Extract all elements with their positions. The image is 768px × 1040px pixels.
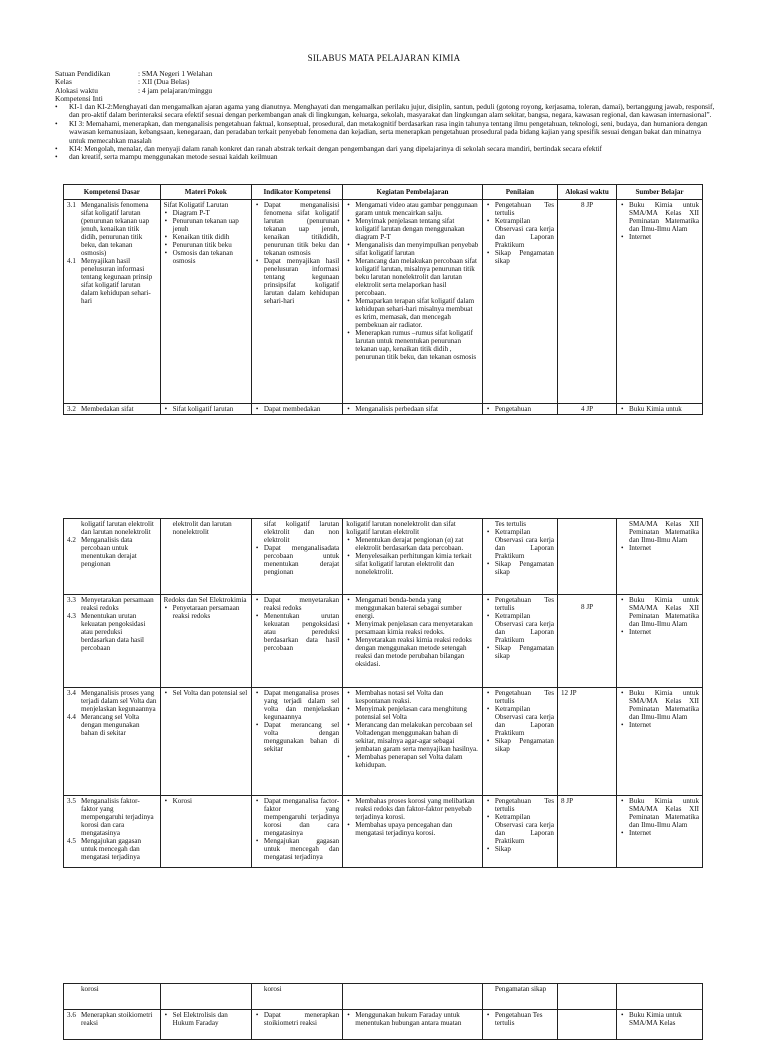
- indikator-item: • Dapat membedakan: [264, 405, 339, 413]
- table-row: [64, 688, 703, 796]
- kegiatan-item: • Menyimak penjelasan tentang sifat koligatif larutan dengan menggunakan diagram P-T: [355, 217, 479, 241]
- table-row: [64, 404, 703, 415]
- kd-item: [67, 1011, 157, 1027]
- kegiatan-item: • Merancang dan melakukan percobaan sel Voltadengan menggunakan bahan di sekitar, misalnya agar-agar sebagai jembatan garam serta menyajikan hasilnya.: [355, 721, 479, 753]
- penilaian-item: • Sikap Pengamatan sikap: [495, 560, 554, 576]
- alokasi-cell: 8 JP: [557, 595, 616, 688]
- kd-item: [67, 612, 157, 652]
- kd-item: [67, 536, 157, 568]
- indikator-cell: [251, 688, 342, 796]
- indikator-continued-text: sifat koligatif larutan elektrolit dan non elektrolit: [263, 520, 340, 544]
- penilaian-cell: [482, 688, 557, 796]
- kegiatan-item: • Membahas penerapan sel Volta dalam kehidupan.: [355, 753, 479, 769]
- meta-label: Kompetensi Inti: [55, 94, 103, 104]
- kd-number: 4.1: [67, 257, 76, 265]
- materi-cell: [160, 200, 251, 404]
- penilaian-item: • Pengetahuan Tes tertulis: [495, 1011, 554, 1027]
- ki-item: [55, 153, 715, 161]
- alokasi-cell: 8 JP: [557, 796, 616, 868]
- kegiatan-item: • Membahas notasi sel Volta dan kespontanan reaksi.: [355, 689, 479, 705]
- penilaian-cell: [482, 1010, 557, 1040]
- sumber-item: • Buku Kimia untuk SMA/MA Kelas XII Peminatan Matematika dan Ilmu-Ilmu Alam: [629, 201, 699, 233]
- alokasi-cell: 8 JP: [557, 200, 616, 404]
- materi-item: • Osmosis dan tekanan osmosis: [173, 249, 248, 265]
- table-row: [64, 200, 703, 404]
- kd-number: 3.3: [67, 596, 76, 604]
- indikator-cell: [251, 595, 342, 688]
- kegiatan-item: • Membahas upaya pencegahan dan mengatasi terjadinya korosi.: [355, 821, 479, 837]
- penilaian-item: • Ketrampilan Observasi cara kerja dan Laporan Praktikum: [495, 705, 554, 737]
- kd-number: 4.5: [67, 837, 76, 845]
- table-row: [64, 519, 703, 595]
- kegiatan-cell: [343, 984, 483, 1010]
- kegiatan-item: • Mengamati video atau gambar penggunaan garam untuk mencairkan salju.: [355, 201, 479, 217]
- materi-item: • Sifat koligatif larutan: [173, 405, 248, 413]
- indikator-cell: [251, 404, 342, 415]
- alokasi-cell: 4 JP: [557, 404, 616, 415]
- penilaian-item: • Pengetahuan: [495, 405, 554, 413]
- table-header-row: [64, 185, 703, 200]
- materi-item: • Korosi: [173, 797, 248, 805]
- indikator-item: • Dapat menyajikan hasil penelusuran informasi tentang kegunaan prinsipsifat koligatif larutan dalam kehidupan sehari-hari: [264, 257, 339, 305]
- syllabus-table-page1: [63, 184, 703, 415]
- header-kegiatan: Kegiatan Pembelajaran: [343, 185, 483, 200]
- ki-text: KI4: Mengolah, menalar, dan menyaji dalam ranah konkret dan ranah abstrak terkait dengan pengembangan dari yang dipelajarinya di sekolah secara mandiri, bertindak secara efektif: [69, 144, 602, 154]
- materi-item: • Penurunan tekanan uap jenuh: [173, 217, 248, 233]
- kd-item: [67, 797, 157, 837]
- bullet-icon: •: [55, 152, 58, 162]
- penilaian-item: • Sikap: [495, 845, 554, 853]
- penilaian-item: • Pengetahuan Tes tertulis: [495, 596, 554, 612]
- kd-cell: [64, 595, 161, 688]
- penilaian-item: • Ketrampilan Observasi cara kerja dan Laporan Praktikum: [495, 217, 554, 249]
- kd-continued-text: koligatif larutan elektrolit dan larutan nonelektrolit: [81, 520, 154, 536]
- materi-cell: [160, 984, 251, 1010]
- kd-cell: [64, 519, 161, 595]
- penilaian-continued-text: Pengamatan sikap: [494, 985, 547, 993]
- kd-text: Membedakan sifat: [81, 405, 134, 413]
- materi-item: • Sel Elektrolisis dan Hukum Faraday: [173, 1011, 248, 1027]
- kegiatan-cell: [343, 688, 483, 796]
- sumber-continued-text: SMA/MA Kelas XII Peminatan Matematika dan Ilmu-Ilmu Alam: [629, 520, 699, 544]
- indikator-cell: [251, 984, 342, 1010]
- penilaian-item: • Pengetahuan Tes tertulis: [495, 797, 554, 813]
- indikator-item: • Dapat merancang sel volta dengan menggunakan bahan di sekitar: [264, 721, 339, 753]
- materi-item: • Kenaikan titik didih: [173, 233, 248, 241]
- kd-item: [67, 837, 157, 861]
- sumber-item: • Buku Kimia untuk SMA/MA Kelas XII Peminatan Matematika dan Ilmu-Ilmu Alam: [629, 689, 699, 721]
- penilaian-item: • Ketrampilan Observasi cara kerja dan Laporan Praktikum: [495, 612, 554, 644]
- kegiatan-item: • Menyimak penjelasan cara menghitung potensial sel Volta: [355, 705, 479, 721]
- bullet-icon: •: [55, 102, 58, 111]
- kd-number: 4.4: [67, 713, 76, 721]
- kegiatan-cell: [343, 1010, 483, 1040]
- sumber-cell: [617, 519, 703, 595]
- alokasi-cell: [557, 984, 616, 1010]
- materi-cell: [160, 404, 251, 415]
- ki-item: [55, 103, 715, 120]
- materi-cell: [160, 796, 251, 868]
- sumber-cell: [617, 200, 703, 404]
- kd-text: Menganalisis proses yang terjadi dalam sel Volta dan menjelaskan kegunaannya: [81, 689, 157, 713]
- kegiatan-item: • Menyelesaikan perhitungan kimia terkait sifat koligatif larutan elektrolit dan nonelektrolit.: [355, 552, 479, 576]
- penilaian-cell: [482, 595, 557, 688]
- kd-text: Menganalisis fenomena sifat koligatif larutan (penurunan tekanan uap jenuh, kenaikan titik didih, penurunan titik beku, dan tekanan osmosis): [81, 201, 150, 257]
- indikator-cell: [251, 796, 342, 868]
- kegiatan-item: • Mengamati benda-benda yang menggunakan baterai sebagai sumber energi.: [355, 596, 479, 620]
- kegiatan-item: • Merancang dan melakukan percobaan sifat koligatif larutan, misalnya penurunan titik beku larutan nonelektrolit dan larutan elektrolit serta melaporkan hasil percobaan.: [355, 257, 479, 297]
- materi-cell: [160, 688, 251, 796]
- kegiatan-cell: [343, 595, 483, 688]
- table-row: [64, 595, 703, 688]
- penilaian-item: • Sikap Pengamatan sikap: [495, 644, 554, 660]
- indikator-item: • Dapat menganalisisi fenomena sifat koligatif larutan (penurunan tekanan uap jenuh, kenaikan titikdidih, penurunan titik beku dan tekanan osmosis: [264, 201, 339, 257]
- kd-cell: [64, 796, 161, 868]
- kd-text: Menganalisis data percobaan untuk menentukan derajat pengionan: [81, 536, 137, 568]
- sumber-item: • Internet: [629, 233, 699, 241]
- kd-item: [67, 201, 157, 257]
- materi-item: • Diagram P-T: [173, 209, 248, 217]
- sumber-cell: [617, 984, 703, 1010]
- ki-item: [55, 120, 715, 145]
- table-row: [64, 984, 703, 1010]
- sumber-item: • Buku Kimia untuk SMA/MA Kelas XII Peminatan Matematika dan Ilmu-Ilmu Alam: [629, 596, 699, 628]
- sumber-cell: [617, 688, 703, 796]
- kd-number: 3.2: [67, 405, 76, 413]
- sumber-cell: [617, 595, 703, 688]
- kegiatan-cell: [343, 404, 483, 415]
- page-title: SILABUS MATA PELAJARAN KIMIA: [307, 53, 461, 63]
- meta-value: : SMA Negeri 1 Welahan: [138, 69, 213, 78]
- kd-continued-text: korosi: [81, 985, 99, 993]
- kd-text: Menyetarakan persamaan reaksi redoks: [81, 596, 154, 612]
- sumber-item: • Buku Kimia untuk SMA/MA Kelas: [629, 1011, 699, 1027]
- syllabus-table-page3: [63, 983, 703, 1040]
- penilaian-item: • Ketrampilan Observasi cara kerja dan Laporan Praktikum: [495, 528, 554, 560]
- kd-item: [67, 596, 157, 612]
- bullet-icon: •: [55, 144, 58, 154]
- header-materi-pokok: Materi Pokok: [160, 185, 251, 200]
- header-indikator: Indikator Kompetensi: [251, 185, 342, 200]
- penilaian-item: • Ketrampilan Observasi cara kerja dan Laporan Praktikum: [495, 813, 554, 845]
- sumber-cell: [617, 796, 703, 868]
- sumber-cell: [617, 404, 703, 415]
- meta-value: : 4 jam pelajaran/minggu: [138, 85, 213, 95]
- kd-item: [67, 405, 157, 413]
- indikator-item: • Menentukan urutan kekuatan pengoksidasi atau pereduksi berdasarkan data hasil percobaan: [264, 612, 339, 652]
- header-alokasi: Alokasi waktu: [557, 185, 616, 200]
- materi-title: Redoks dan Sel Elektrokimia: [163, 596, 247, 604]
- kegiatan-item: • Menggunakan hukum Faraday untuk menentukan hubungan antara muatan: [355, 1011, 479, 1027]
- materi-cell: [160, 1010, 251, 1040]
- meta-label: Kelas: [55, 77, 72, 87]
- kd-number: 3.4: [67, 689, 76, 697]
- penilaian-continued-text: Tes tertulis: [494, 520, 527, 528]
- kd-cell: [64, 404, 161, 415]
- meta-value: : XII (Dua Belas): [138, 77, 190, 87]
- kd-item: [67, 257, 157, 305]
- alokasi-cell: 12 JP: [557, 688, 616, 796]
- indikator-cell: [251, 519, 342, 595]
- indikator-cell: [251, 1010, 342, 1040]
- kegiatan-continued-text: koligatif larutan nonelektrolit dan sifat koligatif larutan elektrolit: [346, 520, 456, 536]
- indikator-item: • Dapat menyetarakan reaksi redoks: [264, 596, 339, 612]
- penilaian-cell: [482, 984, 557, 1010]
- kd-text: Menyajikan hasil penelusuran informasi tentang kegunaan prinsip sifat koligatif larutan dalam kehidupan sehari-hari: [81, 257, 153, 305]
- indikator-item: • Dapat menganalisa proses yang terjadi dalam sel volta dan menjelaskan kegunaannya: [264, 689, 339, 721]
- indikator-continued-text: korosi: [263, 985, 282, 993]
- penilaian-cell: [482, 519, 557, 595]
- penilaian-cell: [482, 796, 557, 868]
- kegiatan-item: • Menganalisis dan menyimpulkan penyebab sifat koligatif larutan: [355, 241, 479, 257]
- sumber-cell: [617, 1010, 703, 1040]
- kegiatan-cell: [343, 796, 483, 868]
- indikator-item: • Dapat menganalisadata percobaan untuk menentukan derajat pengionan: [264, 544, 339, 576]
- header-sumber: Sumber Belajar: [617, 185, 703, 200]
- kegiatan-item: • Memaparkan terapan sifat koligatif dalam kehidupan sehari-hari misalnya membuat es krim, memasak, dan mencegah pembekuan air radiator.: [355, 297, 479, 329]
- table-row: [64, 1010, 703, 1040]
- kd-text: Mengajukan gagasan untuk mencegah dan mengatasi terjadinya: [81, 837, 142, 861]
- kegiatan-item: • Menerapkan rumus –rumus sifat koligatif larutan untuk menentukan penurunan tekanan uap, kenaikan titik didih , penurunan titik beku, dan tekanan osmosis: [355, 329, 479, 361]
- kd-text: Merancang sel Volta dengan mengunakan bahan di sekitar: [81, 713, 140, 737]
- kegiatan-cell: [343, 519, 483, 595]
- kegiatan-item: • Menyimak penjelasan cara menyetarakan persamaan kimia reaksi redoks.: [355, 620, 479, 636]
- kd-cell: [64, 1010, 161, 1040]
- penilaian-item: • Pengetahuan Tes tertulis: [495, 201, 554, 217]
- sumber-item: • Internet: [629, 829, 699, 837]
- indikator-item: • Dapat menerapkan stoikiometri reaksi: [264, 1011, 339, 1027]
- penilaian-item: • Pengetahuan Tes tertulis: [495, 689, 554, 705]
- materi-title: Sifat Koligatif Larutan: [163, 201, 229, 209]
- penilaian-cell: [482, 200, 557, 404]
- indikator-cell: [251, 200, 342, 404]
- kd-cell: [64, 688, 161, 796]
- kd-number: 4.3: [67, 612, 76, 620]
- kegiatan-item: • Membahas proses korosi yang melibatkan reaksi redoks dan faktor-faktor penyebab terjadinya korosi.: [355, 797, 479, 821]
- penilaian-item: • Sikap Pengamatan sikap: [495, 249, 554, 265]
- kegiatan-item: • Menganalisis perbedaan sifat: [355, 405, 479, 413]
- kd-number: 4.2: [67, 536, 76, 544]
- sumber-item: • Buku Kimia untuk SMA/MA Kelas XII Peminatan Matematika dan Ilmu-Ilmu Alam: [629, 797, 699, 829]
- kd-text: Menerapkan stoikiometri reaksi: [81, 1011, 153, 1027]
- meta-label: Satuan Pendidikan: [55, 69, 111, 78]
- kd-item: [67, 713, 157, 737]
- materi-item: • Penyetaraan persamaan reaksi redoks: [173, 604, 248, 620]
- kd-text: Menganalisis faktor-faktor yang mempengaruhi terjadinya korosi dan cara mengatasinya: [81, 797, 154, 837]
- kd-number: 3.1: [67, 201, 76, 209]
- ki-text: KI 3: Memahami, menerapkan, dan menganalisis pengetahuan faktual, konseptual, prosedural, dan metakognitif berdasarkan rasa ingin tahunya tentang ilmu pengetahuan, teknologi, seni, budaya, dan humaniora dengan wawasan kemanusiaan, kebangsaan, kenegaraan, dan peradaban terkait penyebab fenomena dan kejadian, serta menerapkan pengetahuan prosedural pada bidang kajian yang spesifik sesuai dengan bakat dan minatnya untuk memecahkan masalah: [69, 118, 708, 145]
- indikator-item: • Mengajukan gagasan untuk mencegah dan mengatasi terjadinya: [264, 837, 339, 861]
- kd-number: 3.5: [67, 797, 76, 805]
- penilaian-cell: [482, 404, 557, 415]
- kd-cell: [64, 984, 161, 1010]
- kd-cell: [64, 200, 161, 404]
- kegiatan-item: • Menyetarakan reaksi kimia reaksi redoks dengan menggunakan metode setengah reaksi dan metode perubahan bilangan oksidasi.: [355, 636, 479, 668]
- sumber-item: • Buku Kimia untuk: [629, 405, 699, 413]
- identity-block: [55, 70, 212, 104]
- table-row: [64, 796, 703, 868]
- meta-label: Alokasi waktu: [55, 85, 98, 95]
- materi-item: • Penurunan titik beku: [173, 241, 248, 249]
- header-penilaian: Penilaian: [482, 185, 557, 200]
- ki-text: KI-1 dan KI-2:Menghayati dan mengamalkan ajaran agama yang dianutnya. Menghayati dan mengamalkan perilaku jujur, disiplin, santun, peduli (gotong royong, kerjasama, toleran, damai), bertanggung jawab, responsif, dan pro-aktif dalam berinteraksi secara efektif sesuai dengan perkembangan anak di lingkungan, keluarga, sekolah, masyarakat dan lingkungan alam sekitar, bangsa, negara, kawasan regional, dan kawasan internasional”.: [69, 102, 715, 120]
- kegiatan-item: • Menentukan derajat pengionan (α) zat elektrolit berdasarkan data percobaan.: [355, 536, 479, 552]
- materi-cell: [160, 519, 251, 595]
- ki-text: dan kreatif, serta mampu menggunakan metode sesuai kaidah keilmuan: [69, 152, 278, 162]
- materi-cell: [160, 595, 251, 688]
- materi-item: • Sel Volta dan potensial sel: [173, 689, 248, 697]
- kd-number: 3.6: [67, 1011, 76, 1019]
- sumber-item: • Internet: [629, 544, 699, 552]
- kd-text: Menentukan urutan kekuatan pengoksidasi atau pereduksi berdasarkan data hasil percobaan: [81, 612, 146, 652]
- alokasi-cell: [557, 519, 616, 595]
- kd-item: [67, 689, 157, 713]
- syllabus-table-page2: [63, 518, 703, 868]
- sumber-item: • Internet: [629, 628, 699, 636]
- kompetensi-inti-list: [55, 103, 715, 162]
- header-kompetensi-dasar: Kompetensi Dasar: [64, 185, 161, 200]
- materi-continued-text: elektrolit dan larutan nonelektrolit: [172, 520, 232, 536]
- indikator-item: • Dapat menganalisa factor-faktor yang mempengaruhi terjadinya korosi dan cara mengatasinya: [264, 797, 339, 837]
- kegiatan-cell: [343, 200, 483, 404]
- alokasi-cell: [557, 1010, 616, 1040]
- bullet-icon: •: [55, 118, 58, 128]
- penilaian-item: • Sikap Pengamatan sikap: [495, 737, 554, 753]
- sumber-item: • Internet: [629, 721, 699, 729]
